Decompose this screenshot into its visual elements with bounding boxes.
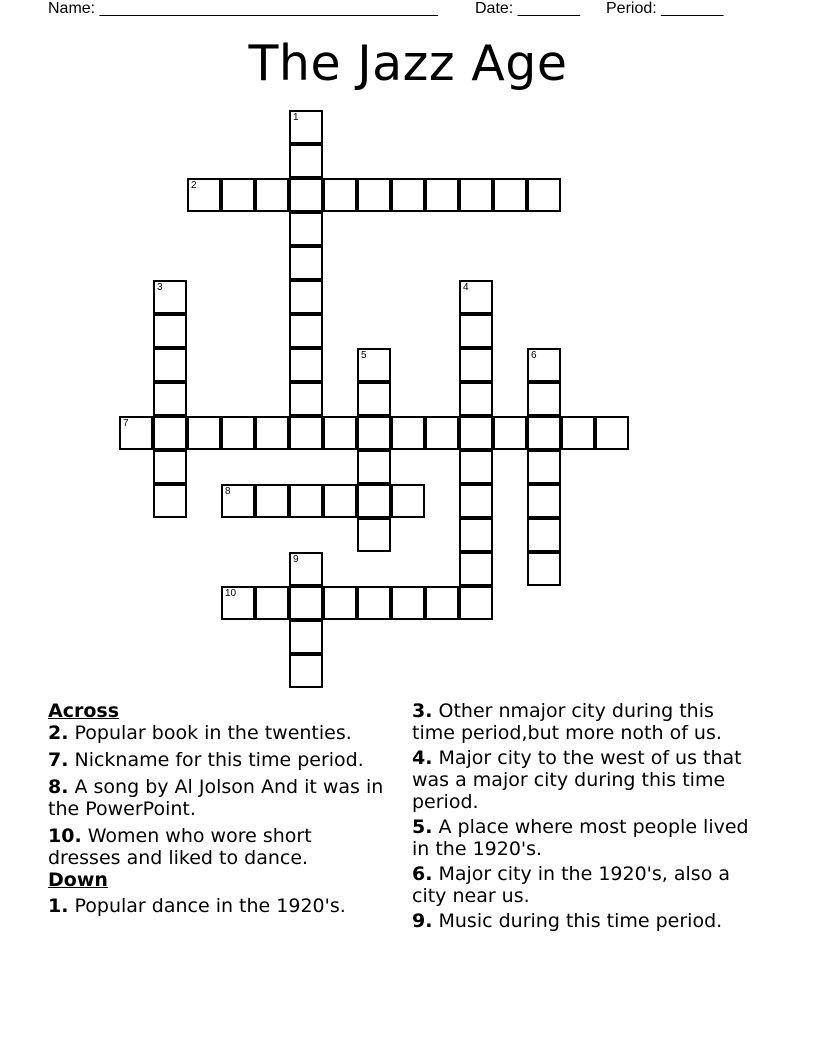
- crossword-cell[interactable]: [289, 110, 323, 144]
- clue-number: 9: [293, 554, 299, 565]
- crossword-cell[interactable]: [289, 280, 323, 314]
- clue-number: 6: [531, 350, 537, 361]
- clues-left-column: [48, 700, 388, 922]
- crossword-cell[interactable]: [527, 416, 561, 450]
- crossword-cell[interactable]: [459, 518, 493, 552]
- crossword-cell[interactable]: [425, 416, 459, 450]
- crossword-cell[interactable]: [527, 450, 561, 484]
- across-heading: Across: [48, 700, 120, 722]
- clue-number: 8: [225, 486, 231, 497]
- crossword-cell[interactable]: [153, 382, 187, 416]
- crossword-cell[interactable]: [391, 416, 425, 450]
- crossword-cell[interactable]: [221, 484, 255, 518]
- crossword-cell[interactable]: [357, 518, 391, 552]
- crossword-cell[interactable]: [527, 382, 561, 416]
- crossword-cell[interactable]: [255, 586, 289, 620]
- crossword-cell[interactable]: [289, 314, 323, 348]
- crossword-cell[interactable]: [527, 518, 561, 552]
- crossword-cell[interactable]: [357, 484, 391, 518]
- crossword-cell[interactable]: [221, 416, 255, 450]
- clue-number: 4: [463, 282, 469, 293]
- crossword-cell[interactable]: [323, 484, 357, 518]
- crossword-cell[interactable]: [323, 416, 357, 450]
- crossword-cell[interactable]: [391, 178, 425, 212]
- crossword-cell[interactable]: [119, 416, 153, 450]
- crossword-cell[interactable]: [187, 416, 221, 450]
- crossword-cell[interactable]: [357, 348, 391, 382]
- date-field-label: Date: _______: [475, 0, 580, 17]
- clue-across-7: 7. Nickname for this time period.: [48, 749, 364, 771]
- clue-down-9: 9. Music during this time period.: [412, 910, 723, 932]
- crossword-cell[interactable]: [289, 552, 323, 586]
- crossword-cell[interactable]: [255, 178, 289, 212]
- period-field-label: Period: _______: [606, 0, 724, 17]
- clue-across-2: 2. Popular book in the twenties.: [48, 722, 352, 744]
- crossword-cell[interactable]: [561, 416, 595, 450]
- crossword-cell[interactable]: [289, 212, 323, 246]
- crossword-cell[interactable]: [153, 348, 187, 382]
- clue-number: 5: [361, 350, 367, 361]
- crossword-cell[interactable]: [527, 552, 561, 586]
- crossword-cell[interactable]: [493, 416, 527, 450]
- clue-across-8: 8. A song by Al Jolson And it was in the PowerPoint.: [48, 776, 384, 820]
- crossword-cell[interactable]: [153, 280, 187, 314]
- clue-number: 7: [123, 418, 129, 429]
- clues-right-column: [412, 700, 757, 937]
- clue-number: 1: [293, 112, 299, 123]
- crossword-cell[interactable]: [289, 382, 323, 416]
- clue-down-5: 5. A place where most people lived in the 1920's.: [412, 816, 749, 860]
- crossword-cell[interactable]: [459, 314, 493, 348]
- crossword-cell[interactable]: [289, 586, 323, 620]
- crossword-cell[interactable]: [153, 484, 187, 518]
- crossword-cell[interactable]: [527, 348, 561, 382]
- crossword-cell[interactable]: [459, 484, 493, 518]
- name-field-label: Name: ______________________________________: [48, 0, 438, 17]
- crossword-cell[interactable]: [357, 416, 391, 450]
- crossword-cell[interactable]: [493, 178, 527, 212]
- crossword-cell[interactable]: [357, 178, 391, 212]
- crossword-cell[interactable]: [153, 450, 187, 484]
- crossword-cell[interactable]: [459, 280, 493, 314]
- crossword-cell[interactable]: [459, 348, 493, 382]
- crossword-cell[interactable]: [527, 178, 561, 212]
- crossword-cell[interactable]: [187, 178, 221, 212]
- clue-down-6: 6. Major city in the 1920's, also a city near us.: [412, 863, 731, 907]
- crossword-cell[interactable]: [425, 178, 459, 212]
- clue-across-10: 10. Women who wore short dresses and liked to dance.: [48, 825, 312, 869]
- crossword-cell[interactable]: [595, 416, 629, 450]
- crossword-cell[interactable]: [459, 178, 493, 212]
- crossword-cell[interactable]: [527, 484, 561, 518]
- crossword-cell[interactable]: [323, 178, 357, 212]
- clue-number: 3: [157, 282, 163, 293]
- crossword-cell[interactable]: [289, 620, 323, 654]
- clue-down-3: 3. Other nmajor city during this time period,but more noth of us.: [412, 700, 722, 744]
- crossword-cell[interactable]: [289, 654, 323, 688]
- crossword-cell[interactable]: [459, 382, 493, 416]
- crossword-cell[interactable]: [289, 178, 323, 212]
- crossword-cell[interactable]: [391, 484, 425, 518]
- clue-down-1: 1. Popular dance in the 1920's.: [48, 895, 346, 917]
- crossword-cell[interactable]: [459, 416, 493, 450]
- crossword-cell[interactable]: [459, 552, 493, 586]
- crossword-cell[interactable]: [153, 314, 187, 348]
- clue-down-4: 4. Major city to the west of us that was a major city during this time period.: [412, 747, 742, 813]
- clue-number: 10: [225, 588, 237, 599]
- crossword-cell[interactable]: [289, 144, 323, 178]
- crossword-cell[interactable]: [221, 586, 255, 620]
- crossword-cell[interactable]: [221, 178, 255, 212]
- crossword-cell[interactable]: [255, 416, 289, 450]
- crossword-cell[interactable]: [357, 382, 391, 416]
- crossword-cell[interactable]: [289, 416, 323, 450]
- crossword-cell[interactable]: [323, 586, 357, 620]
- crossword-cell[interactable]: [289, 246, 323, 280]
- crossword-cell[interactable]: [425, 586, 459, 620]
- crossword-cell[interactable]: [459, 450, 493, 484]
- crossword-cell[interactable]: [459, 586, 493, 620]
- crossword-cell[interactable]: [357, 586, 391, 620]
- page-title: The Jazz Age: [248, 35, 568, 92]
- crossword-cell[interactable]: [289, 348, 323, 382]
- crossword-cell[interactable]: [153, 416, 187, 450]
- crossword-cell[interactable]: [357, 450, 391, 484]
- clue-number: 2: [191, 180, 197, 191]
- down-heading: Down: [48, 869, 108, 891]
- crossword-cell[interactable]: [391, 586, 425, 620]
- crossword-cell[interactable]: [255, 484, 289, 518]
- crossword-cell[interactable]: [289, 484, 323, 518]
